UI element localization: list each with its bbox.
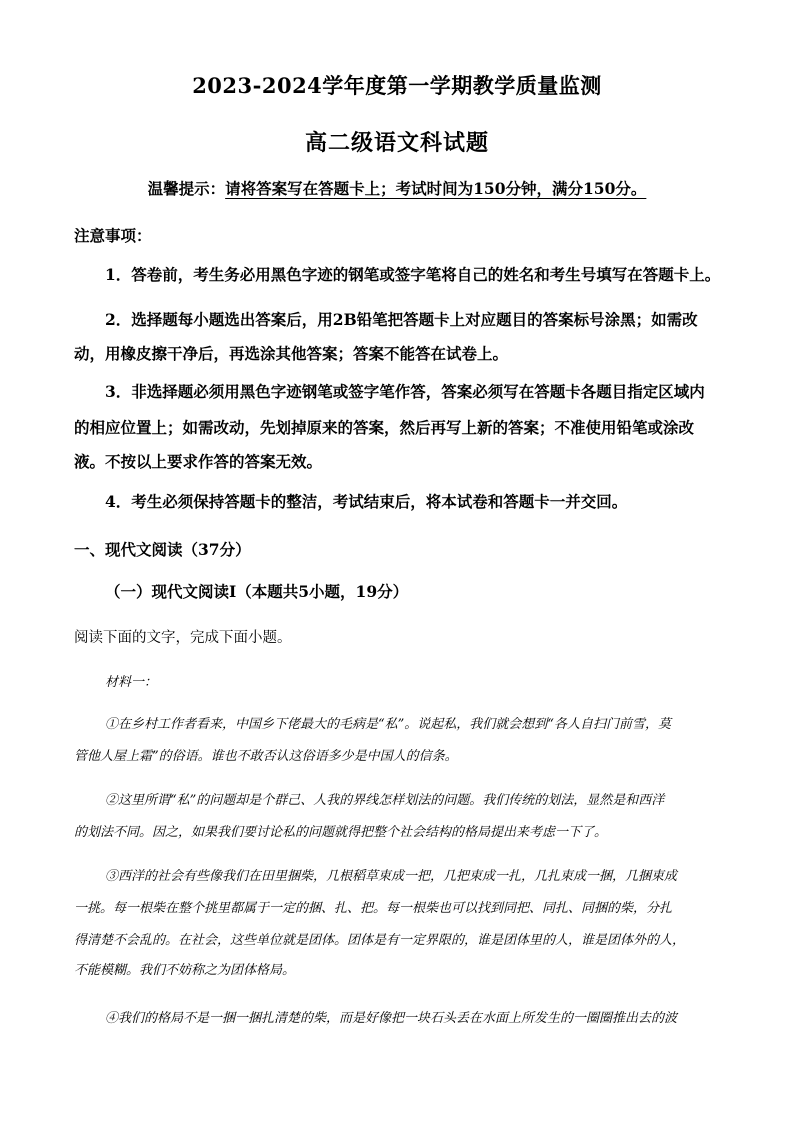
tip-prefix: 温馨提示： <box>147 179 226 198</box>
exam-subtitle: 高二级语文科试题 <box>304 131 489 156</box>
notice-3-line-2: 的相应位置上；如需改动，先划掉原来的答案，然后再写上新的答案；不准使用铅笔或涂改 <box>74 418 695 437</box>
paragraph-1-line-2: 管他人屋上霜”的俗语。谁也不敢否认这俗语多少是中国人的信条。 <box>74 749 458 764</box>
notice-2-line-2: 动，用橡皮擦干净后，再选涂其他答案；答案不能答在试卷上。 <box>74 344 509 363</box>
notice-4-line-1: 4．考生必须保持答题卡的整洁，考试结束后，将本试卷和答题卡一并交回。 <box>105 492 628 511</box>
paragraph-4-line-1: ④我们的格局不是一捆一捆扎清楚的柴，而是好像把一块石头丢在水面上所发生的一圈圈推出去的波 <box>105 1011 678 1026</box>
paragraph-3-line-3: 得清楚不会乱的。在社会，这些单位就是团体。团体是有一定界限的，谁是团体里的人，谁是团体外的人， <box>74 933 686 948</box>
section-heading: 一、现代文阅读（37分） <box>74 540 251 559</box>
paragraph-3-line-1: ③西洋的社会有些像我们在田里捆柴，几根稻草束成一把，几把束成一扎，几扎束成一捆，几捆束成 <box>105 869 678 884</box>
notice-1-line-1: 1．答卷前，考生务必用黑色字迹的钢笔或签字笔将自己的姓名和考生号填写在答题卡上。 <box>105 265 721 284</box>
paragraph-2-line-1: ②这里所谓“私”的问题却是个群己、人我的界线怎样划法的问题。我们传统的划法，显然是和西洋 <box>105 793 665 808</box>
exam-tip <box>0 177 794 199</box>
notice-3-line-1: 3．非选择题必须用黑色字迹钢笔或签字笔作答，答案必须写在答题卡各题目指定区域内 <box>105 382 705 401</box>
material-label: 材料一： <box>105 675 158 690</box>
notice-heading: 注意事项： <box>74 226 152 245</box>
notice-2-line-1: 2．选择题每小题选出答案后，用2B铅笔把答题卡上对应题目的答案标号涂黑；如需改 <box>105 310 698 329</box>
reading-instruction: 阅读下面的文字，完成下面小题。 <box>74 630 292 646</box>
tip-text: 请将答案写在答题卡上；考试时间为150分钟，满分150分。 <box>225 179 647 198</box>
paragraph-2-line-2: 的划法不同。因之，如果我们要讨论私的问题就得把整个社会结构的格局提出来考虑一下了。 <box>74 825 608 840</box>
notice-3-line-3: 液。不按以上要求作答的答案无效。 <box>74 452 323 471</box>
exam-title: 2023-2024学年度第一学期教学质量监测 <box>192 73 602 98</box>
subsection-heading: （一）现代文阅读Ⅰ（本题共5小题，19分） <box>105 582 409 601</box>
paragraph-3-line-2: 一挑。每一根柴在整个挑里都属于一定的捆、扎、把。每一根柴也可以找到同把、同扎、同捆的柴，分扎 <box>74 901 673 916</box>
paragraph-1-line-1: ①在乡村工作者看来，中国乡下佬最大的毛病是“私”。说起私，我们就会想到“各人自扫门前雪，莫 <box>105 717 671 732</box>
paragraph-3-line-4: 不能模糊。我们不妨称之为团体格局。 <box>74 963 296 978</box>
